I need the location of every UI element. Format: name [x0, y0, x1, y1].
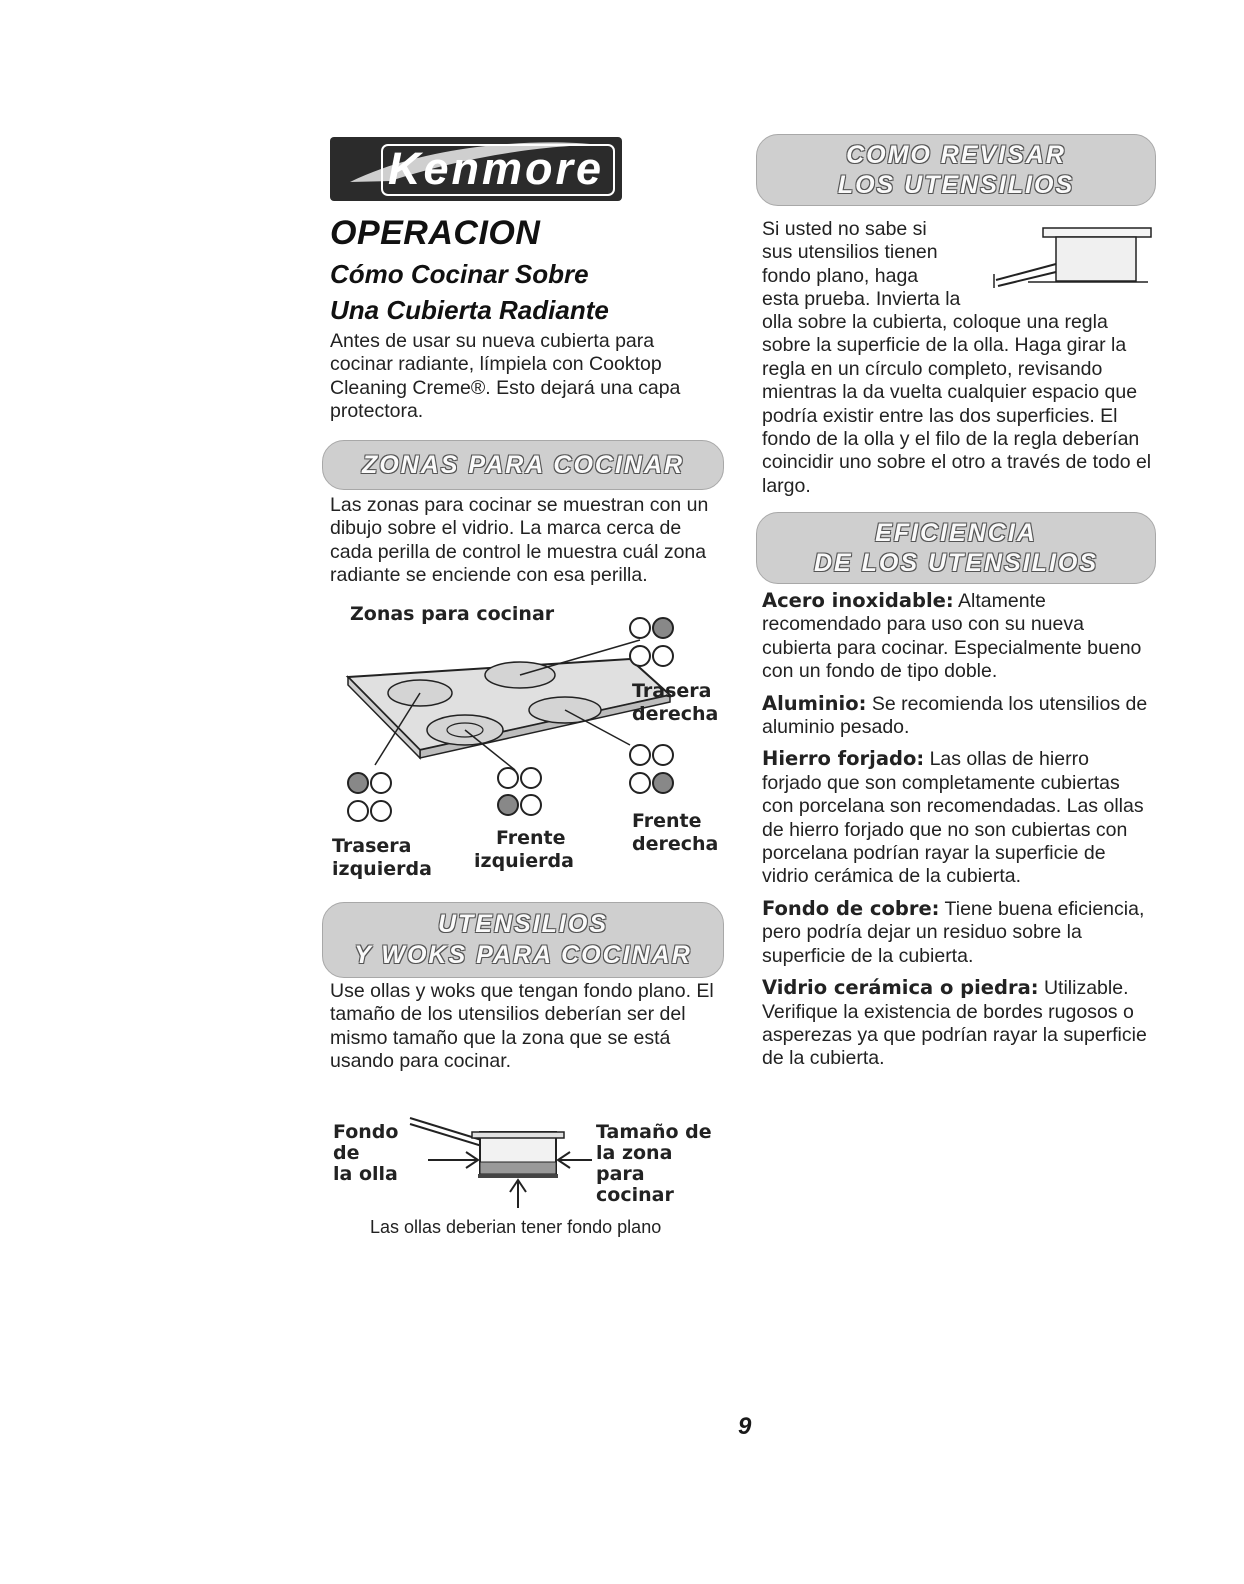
page-number: 9: [738, 1413, 752, 1440]
label-rear-right: [632, 680, 718, 726]
ruler: [1043, 228, 1151, 237]
item-label-vidrio: Vidrio cerámica o piedra:: [762, 976, 1039, 1000]
item-label-aluminio: Aluminio:: [762, 691, 867, 715]
revisar-line-4: esta prueba. Invierta la: [762, 288, 961, 311]
label-rear-left-1: Trasera: [332, 835, 412, 857]
label-front-left: [474, 827, 574, 873]
revisar-line-2: sus utensilios tienen: [762, 241, 938, 264]
banner-utensilios-line-1: UTENSILIOS: [437, 910, 608, 938]
section-title: OPERACION: [330, 214, 541, 252]
banner-revisar: [756, 134, 1156, 206]
eficiencia-item-acero: [762, 589, 1152, 684]
revisar-line-1: Si usted no sabe si: [762, 218, 927, 240]
eficiencia-item-hierro: [762, 747, 1152, 888]
banner-utensilios: [322, 902, 724, 978]
label-rear-right-2: derecha: [632, 703, 719, 725]
banner-zonas-text: ZONAS PARA COCINAR: [361, 451, 685, 479]
item-text-acero: Altamente recomendado para uso con su nueva cubierta para cocinar. Especialmente bueno con un fondo de tipo doble.: [762, 590, 1142, 683]
label-rear-right-1: Trasera: [632, 680, 712, 702]
item-label-acero: Acero inoxidable:: [762, 589, 954, 612]
item-label-hierro: Hierro forjado:: [762, 747, 925, 771]
banner-eficiencia: [756, 512, 1156, 584]
banner-revisar-line-2: LOS UTENSILIOS: [837, 171, 1075, 199]
label-fondo-3: la olla: [333, 1163, 398, 1185]
label-tamano-zona: [596, 1122, 712, 1206]
label-tamano-4: cocinar: [596, 1184, 674, 1206]
revisar-intro-lines: [762, 218, 997, 312]
label-rear-left-2: izquierda: [332, 858, 432, 880]
revisar-paragraph: olla sobre la cubierta, coloque una regla sobre la superficie de la olla. Haga girar la regla en un círculo completo, revisando mientras la da vuelta cualquier espacio que podría existir entre las dos superficies. El fondo de la olla y el filo de la regla deberían coincidir uno sobre el otro a través de todo el largo.: [762, 311, 1152, 497]
banner-zonas: [322, 440, 724, 490]
kenmore-logo: [330, 137, 622, 201]
label-front-left-1: Frente: [496, 827, 566, 849]
eficiencia-list: [762, 589, 1152, 1071]
section-subtitle: [330, 256, 609, 328]
zonas-paragraph: Las zonas para cocinar se muestran con un dibujo sobre el vidrio. La marca cerca de cada perilla de control le muestra cuál zona radiante se enciende con esa perilla.: [330, 494, 709, 587]
label-front-left-2: izquierda: [474, 850, 574, 872]
label-fondo-2: de: [333, 1142, 360, 1164]
inverted-pot: [1056, 237, 1136, 281]
pot-caption: Las ollas deberian tener fondo plano: [370, 1217, 662, 1237]
banner-eficiencia-line-2: DE LOS UTENSILIOS: [813, 549, 1099, 577]
logo-text: Kenmore: [388, 143, 605, 194]
banner-eficiencia-line-1: EFICIENCIA: [875, 519, 1037, 547]
item-text-cobre: Tiene buena eficiencia, pero podría dejar un residuo sobre la superficie de la cubierta.: [762, 897, 1145, 967]
utensilios-paragraph: Use ollas y woks que tengan fondo plano. El tamaño de los utensilios deberían ser del mismo tamaño que la zona que se está usando para cocinar.: [330, 980, 714, 1073]
label-tamano-3: para: [596, 1163, 645, 1185]
label-front-right-1: Frente: [632, 810, 702, 832]
revisar-line-3: fondo plano, haga: [762, 264, 919, 287]
label-fondo-1: Fondo: [333, 1121, 399, 1143]
label-tamano-1: Tamaño de: [596, 1121, 712, 1143]
ruler-test-illustration: [988, 222, 1154, 292]
label-tamano-2: la zona: [596, 1142, 673, 1164]
item-text-vidrio: Utilizable. Verifique la existencia de bordes rugosos o asperezas ya que podrían rayar la superficie de la cubierta.: [762, 977, 1147, 1070]
label-front-right: [632, 810, 718, 856]
pot-diagram: [400, 1112, 600, 1212]
label-rear-left: [332, 835, 432, 881]
item-label-cobre: Fondo de cobre:: [762, 896, 940, 920]
subtitle-line-2: Una Cubierta Radiante: [330, 295, 609, 325]
eficiencia-item-aluminio: [762, 692, 1152, 740]
diagram-title: Zonas para cocinar: [350, 603, 555, 625]
intro-paragraph: Antes de usar su nueva cubierta para cocinar radiante, límpiela con Cooktop Cleaning Creme®. Esto dejará una capa protectora.: [330, 330, 681, 423]
eficiencia-item-vidrio: [762, 976, 1152, 1071]
label-fondo-olla: [333, 1122, 398, 1185]
item-text-aluminio: Se recomienda los utensilios de aluminio pesado.: [762, 692, 1148, 739]
eficiencia-item-cobre: [762, 897, 1152, 968]
subtitle-line-1: Cómo Cocinar Sobre: [330, 259, 589, 289]
label-front-right-2: derecha: [632, 833, 719, 855]
item-text-hierro: Las ollas de hierro forjado que son completamente cubiertas con porcelana son recomendadas. Las ollas de hierro forjado que no son cubiertas con porcelana podrían rayar la superficie de vidrio cerámica de la cubierta.: [762, 748, 1144, 888]
banner-utensilios-line-2: Y WOKS PARA COCINAR: [354, 941, 692, 969]
banner-revisar-line-1: COMO REVISAR: [846, 141, 1066, 169]
